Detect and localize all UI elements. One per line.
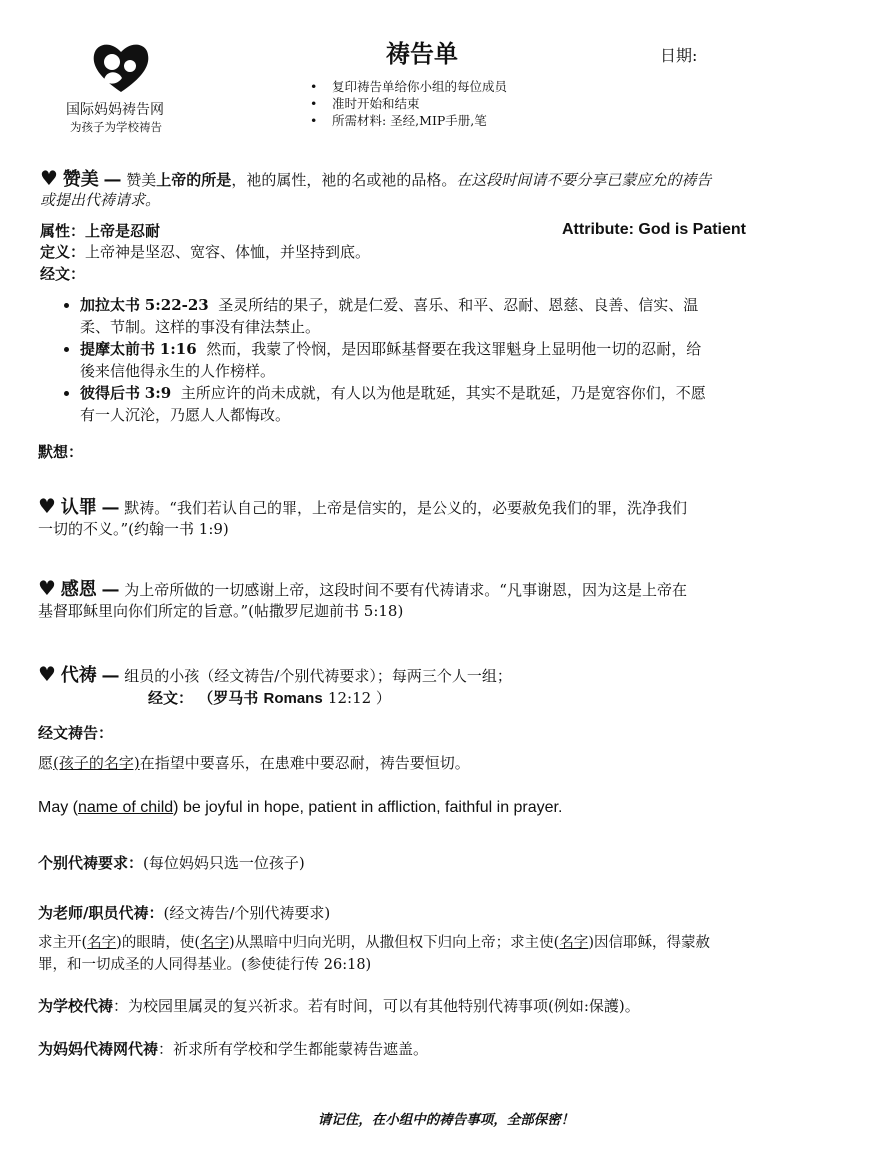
name-placeholder: 名字	[200, 935, 229, 951]
praise-note-2: 或提出代祷请求。	[40, 191, 161, 209]
verse-text-1: 主所应许的尚未成就，有人以为他是耽延，其实不是耽延，乃是宽容你们，不愿	[180, 384, 706, 402]
praise-title: 赞美	[62, 169, 99, 190]
attribute-value: 上帝是忍耐	[85, 222, 161, 240]
school-label: 为学校代祷	[38, 997, 114, 1015]
attribute-english: Attribute: God is Patient	[562, 221, 746, 238]
praise-intro-b: 上帝的所是	[156, 171, 232, 189]
teachers-text-a: 求主开(	[38, 935, 88, 951]
verse-num: 5:22-23	[144, 296, 209, 314]
heart-icon: ♥	[38, 494, 56, 518]
teachers-note: (经文祷告/个别代祷要求)	[163, 904, 331, 922]
intercession-scripture-open: （罗马书	[198, 689, 259, 707]
intercession-text-1: 组员的小孩（经文祷告/个别代祷要求）；每两三个人一组；	[124, 667, 512, 685]
instruction-item: • 复印祷告单给你小组的每位成员	[310, 78, 507, 95]
individual-request-line	[38, 852, 305, 874]
thanksgiving-dash: —	[101, 579, 120, 600]
org-tagline: 为孩子为学校祷告	[70, 120, 162, 134]
intercession-scripture-line	[148, 687, 391, 710]
verse-text-1: 圣灵所结的果子，就是仁爱、喜乐、和平、忍耐、恩慈、良善、信实、温	[218, 296, 699, 314]
name-placeholder: 名字	[87, 935, 117, 951]
school-text: ：为校园里属灵的复兴祈求。若有时间，可以有其他特别代祷事项(例如:保護)。	[113, 997, 640, 1015]
teachers-label: 为老师/职员代祷：	[38, 904, 164, 922]
verse-ref: 加拉太书	[80, 296, 141, 314]
cn-prayer-name: (孩子的名字)	[53, 754, 140, 772]
name-placeholder: 名字	[559, 935, 589, 951]
praise-heading-line	[40, 166, 860, 192]
cn-prayer-a: 愿	[38, 754, 54, 772]
definition-label: 定义：	[40, 243, 86, 261]
en-prayer-name: name of child	[78, 799, 174, 816]
teachers-text-c: )从黑暗中归向光明，从撒但权下归向上帝；求主使(	[229, 935, 560, 951]
heart-icon: ♥	[38, 576, 56, 600]
individual-label: 个别代祷要求：	[38, 854, 144, 872]
definition-value: 上帝神是坚忍、宽容、体恤，并坚持到底。	[85, 243, 371, 261]
en-prayer-b: ) be joyful in hope, patient in affliction, faithful in prayer.	[173, 799, 563, 816]
attribute-label: 属性：	[40, 222, 86, 240]
mip-label: 为妈妈代祷网代祷	[38, 1040, 159, 1058]
intercession-dash: —	[101, 665, 120, 686]
verse-ref: 提摩太前书	[80, 340, 156, 358]
mip-prayer-line	[38, 1038, 428, 1060]
confidentiality-note: 请记住，在小组中的祷告事项，全部保密！	[317, 1112, 575, 1128]
thanksgiving-heading-line	[38, 576, 868, 602]
verse-text-2: 後来信他得永生的人作榜样。	[80, 362, 276, 380]
thanksgiving-title: 感恩	[60, 579, 97, 600]
verse-item	[80, 294, 892, 338]
en-prayer-line	[38, 799, 562, 817]
meditation-label: 默想：	[38, 443, 84, 461]
individual-note: (每位妈妈只选一位孩子)	[143, 854, 305, 872]
teachers-prayer-line-2: 罪，和一切成圣的人同得基业。(参使徒行传 26:18)	[38, 957, 372, 973]
definition-line	[40, 241, 370, 263]
teachers-text-b: )的眼睛，使(	[116, 935, 200, 951]
confession-title: 认罪	[60, 497, 97, 518]
praise-intro-c: ，祂的属性，祂的名或祂的品格。	[231, 171, 457, 189]
confession-text-1: 默祷。“我们若认自己的罪，上帝是信实的，是公义的，必要赦免我们的罪，洗净我们	[124, 499, 687, 517]
praise-intro-a: 赞美	[126, 171, 157, 189]
verse-num: 1:16	[159, 340, 197, 358]
school-prayer-line	[38, 995, 640, 1017]
intercession-heading-line	[38, 662, 868, 688]
praise-dash: —	[103, 169, 122, 190]
verse-text-2: 有一人沉沦，乃愿人人都悔改。	[80, 406, 291, 424]
mip-logo	[92, 40, 150, 94]
heart-icon: ♥	[40, 166, 58, 190]
thanksgiving-text-1: 为上帝所做的一切感谢上帝，这段时间不要有代祷请求。“凡事谢恩，因为这是上帝在	[124, 581, 687, 599]
en-prayer-a: May (	[38, 799, 78, 816]
attribute-line	[40, 220, 160, 242]
intercession-scripture-label: 经文：	[148, 689, 194, 707]
instruction-item: • 所需材料: 圣经,MIP手册,笔	[310, 112, 507, 129]
instructions-list	[310, 78, 507, 129]
intercession-scripture-en: Romans	[263, 690, 323, 707]
cn-prayer-b: 在指望中要喜乐，在患难中要忍耐，祷告要恒切。	[139, 754, 470, 772]
instruction-item: • 准时开始和结束	[310, 95, 507, 112]
page-title: 祷告单	[386, 39, 458, 68]
intercession-title: 代祷	[60, 665, 97, 686]
confession-dash: —	[101, 497, 120, 518]
heart-icon: ♥	[38, 662, 56, 686]
org-name: 国际妈妈祷告网	[66, 102, 164, 118]
teachers-prayer-line-1	[38, 932, 710, 954]
praise-note-1: 在这段时间请不要分享已蒙应允的祷告	[456, 171, 712, 189]
verse-text-2: 柔、节制。这样的事没有律法禁止。	[80, 318, 321, 336]
teachers-heading-line	[38, 902, 330, 924]
confession-text-2: 一切的不义。”(约翰一书 1:9)	[38, 520, 229, 538]
cn-prayer-line	[38, 752, 470, 774]
confession-heading-line	[38, 494, 868, 520]
date-label: 日期:	[660, 46, 698, 65]
verse-item	[80, 382, 892, 426]
teachers-text-d: )因信耶稣，得蒙赦	[588, 935, 710, 951]
scripture-label: 经文：	[40, 265, 86, 283]
thanksgiving-text-2: 基督耶稣里向你们所定的旨意。”(帖撒罗尼迦前书 5:18)	[38, 602, 404, 620]
scripture-prayer-label: 经文祷告：	[38, 724, 114, 742]
verse-ref: 彼得后书	[80, 384, 141, 402]
verse-item	[80, 338, 892, 382]
mip-text: ：祈求所有学校和学生都能蒙祷告遮盖。	[158, 1040, 429, 1058]
verse-list	[40, 294, 892, 426]
verse-num: 3:9	[144, 384, 172, 402]
intercession-scripture-num: 12:12 ）	[327, 689, 391, 707]
verse-text-1: 然而，我蒙了怜悯，是因耶稣基督要在我这罪魁身上显明他一切的忍耐，给	[206, 340, 702, 358]
